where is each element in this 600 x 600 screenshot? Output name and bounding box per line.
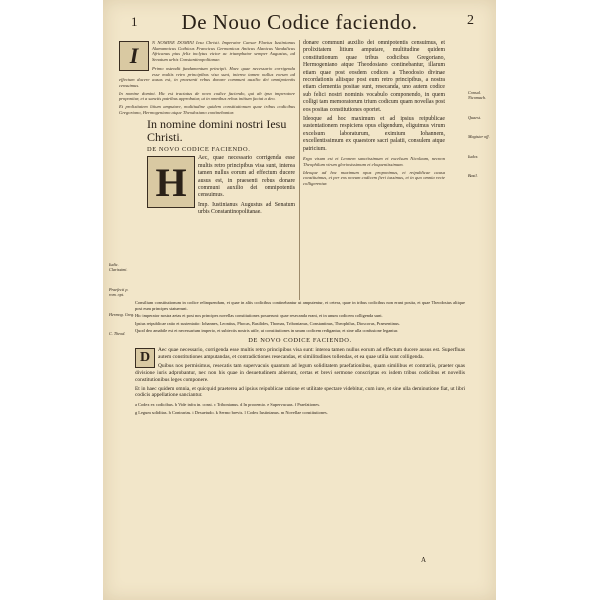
- main-paragraph: Aec quae necessario, corrigenda esse multis retro principibus visa sunt: interea tamen nullus eorum ad effectum ducere ausus est. Superfluas autem constitutiones amputandas, et contradictiones resecandas, et similitudines tollendas, et ea quae utilia sunt colligenda.: [158, 346, 465, 360]
- main-paragraph: Quibus nos permisimus, resecatis tam supervacuis quantum ad legum soliditatem praefationibus, quam similibus et contrariis, praeter quas divisione iuris adprobantur, nec non his quae in desuetudinem abierunt, certas et brevi sermone conscriptas ex isdem tribus codicibus et novellis constitutionibus leges componere.: [135, 362, 465, 383]
- main-paragraph: donare communi auxilio dei omnipotentis censuimus, et prolixitatem litium amputare, multitudine quidem constitutionum quae tribus codicibus Gregoriano, Hermogeniano atque Theodosiano continebantur, illarum etiam quae post eosdem codices a Theodosio divinae recordationis aliisque post eum retro principibus, a nostra etiam clementia positae sunt, resecanda, uno autem codice sub felici nostri nominis vocabulo componendo, in quem colligi tam memoratorum trium codicum quam novellas post eos positas constitutiones oportet.: [303, 40, 445, 113]
- main-text-left: [147, 118, 295, 216]
- margin-note: Hermog. Greg.: [109, 311, 135, 317]
- dropcap-initial: H: [147, 156, 195, 208]
- gloss-paragraph: Primo ostendit fundamentum principii. Haec quae necessario corrigenda esse multis retro principibus visa sunt, interea tamen nullus eorum ad effectum ducere ausus est, in praesenti rebus donare communi auxilio dei omnipotentis censuimus.: [119, 65, 295, 88]
- section-heading: In nomine domini nostri Iesu Christi.: [147, 117, 287, 145]
- left-column: [119, 40, 295, 219]
- lower-main-text: [135, 347, 465, 399]
- main-paragraph: Ideoque ad hoc maximum et ad ipsius reipublicae sustentationem respiciens opus eligendum, eliguimus virum excelsum laboraturum, eximium Iohannem, excellentissimum ex quaestore sacri palatii, consulem atque patricium.: [303, 116, 445, 152]
- right-column: [303, 40, 471, 189]
- opening-text: N NOMINE DOMINI Iesu Christi. Imperator Caesar Flavius Iustinianus Alamannicus Gothicus Francicus Germanicus Anticus Alanicus Vandalicus Africanus pius felix inclytus victor ac triumphator semper Augustus, ad Senatum urbis Constantinopolitanae.: [152, 40, 295, 63]
- lower-block: [135, 300, 465, 418]
- gloss-paragraph: Ergo visum est et Leonem sanctissimum et excelsum Nicolaum, necnon Theophilum virum gloriosissimum et eloquentissimum.: [303, 156, 445, 167]
- note-item: Quod deo amabile est et necessarium imperio, et subiectis nostris utile, ut constitutiones in unum codicem redigantur, et sine ulla confusione legantur.: [135, 328, 399, 334]
- dropcap-initial: I: [119, 41, 149, 71]
- column-divider: [299, 40, 300, 300]
- margin-note: Basil.: [468, 173, 478, 179]
- main-paragraph: Imp. Iustinianus Augustus ad Senatum urbis Constantinopolitanae.: [198, 201, 295, 216]
- margin-note: Praefecti p. rom. opt.: [109, 286, 129, 298]
- dropcap-initial: D: [135, 348, 155, 368]
- running-title: De Nouo Codice faciendo.: [181, 10, 418, 34]
- folio-number-left: 1: [131, 14, 138, 29]
- gloss-paragraph: Ideoque ad hoc maximum opus proponimus, et reipublicae causa constituimus, et per eos novum codicem fieri iussimus, et in quo omnia recte colligerentur.: [303, 169, 445, 186]
- margin-note: Consul. Nicomach.: [468, 90, 487, 101]
- margin-note: Quaest.: [468, 114, 481, 120]
- section-subheading: DE NOVO CODICE FACIENDO.: [248, 336, 352, 344]
- gloss-paragraph: Et prolixitatem litium amputare, multitudine quidem constitutionum quae tribus codicibus Gregoriano, Hermogeniano atque Theodosiano continebantur.: [119, 104, 295, 115]
- margin-note: C. Theod.: [109, 331, 126, 337]
- footnote: a Codex ex codicibus. b Vide infra in. const. c Tribonianus. d In prooemio. e Supervacuas. f Praefationes.: [135, 402, 320, 408]
- gloss-block: [119, 66, 295, 116]
- margin-note: Iudex.: [468, 153, 479, 159]
- note-list: [135, 300, 465, 334]
- footnote-list: [135, 402, 465, 415]
- main-text-right: [303, 40, 445, 153]
- gloss-paragraph: In nomine domini. Hic est tractatus de novo codice faciendo, qui ab ipso imperatore proponitur, et a sanctis patribus approbatur, ut in omnibus rebus initium faciat a deo.: [119, 90, 295, 102]
- note-item: Hic imperator nostra aetas et post nos principes novellas constitutiones posuerunt: quae resecanda erant, et in unum codicem colligenda sunt.: [135, 313, 383, 319]
- note-item: Ipsius reipublicae ratio et sustentatio: Iohannes, Leontius, Phocas, Basilides, Thomas, Tribonianus, Constantinus, Theophilus, Dioscorus, Praesentinus.: [135, 320, 400, 326]
- signature-mark: A: [420, 556, 426, 564]
- left-margin-notes: [109, 262, 135, 350]
- right-margin-notes: [468, 90, 492, 192]
- note-item: Consilium constitutionum in codice relinquendum, et quae in aliis codicibus continebantur ut amputentur, et cetera, quae in tribus codicibus non erant posita, et quae Theodosius aliique post eum principes statuerunt.: [135, 300, 465, 311]
- page-header: [103, 10, 496, 36]
- margin-note: Magister off.: [468, 134, 490, 140]
- opening-gloss: [119, 40, 295, 69]
- folio-number-right: 2: [467, 13, 474, 28]
- margin-note: Iudic. Clarissimi.: [109, 262, 128, 273]
- section-subheading: DE NOVO CODICE FACIENDO.: [147, 146, 251, 154]
- footnote: g Legum soliditas. h Contrarias. i Desuetudo. k Sermo brevis. l Codex Iustinianus. m Novellae constitutiones.: [135, 409, 328, 415]
- main-text: [147, 155, 295, 216]
- main-paragraph: Aec, quae necessario corrigenda esse multis retro principibus visa sunt, interea tamen nullus eorum ad effectum ducere ausus est, in praesenti rebus donare communi auxilio dei omnipotentis censuimus.: [198, 155, 295, 199]
- book-page: [103, 0, 496, 600]
- main-paragraph: Et in haec quidem omnia, et quicquid praeterea ad ipsius reipublicae ratione et utilitate spectare videbitur, cum iure, et sine ulla deminutione fiat, ut libri codicis appellatione sanciantur.: [135, 385, 465, 399]
- gloss-block: [303, 156, 445, 187]
